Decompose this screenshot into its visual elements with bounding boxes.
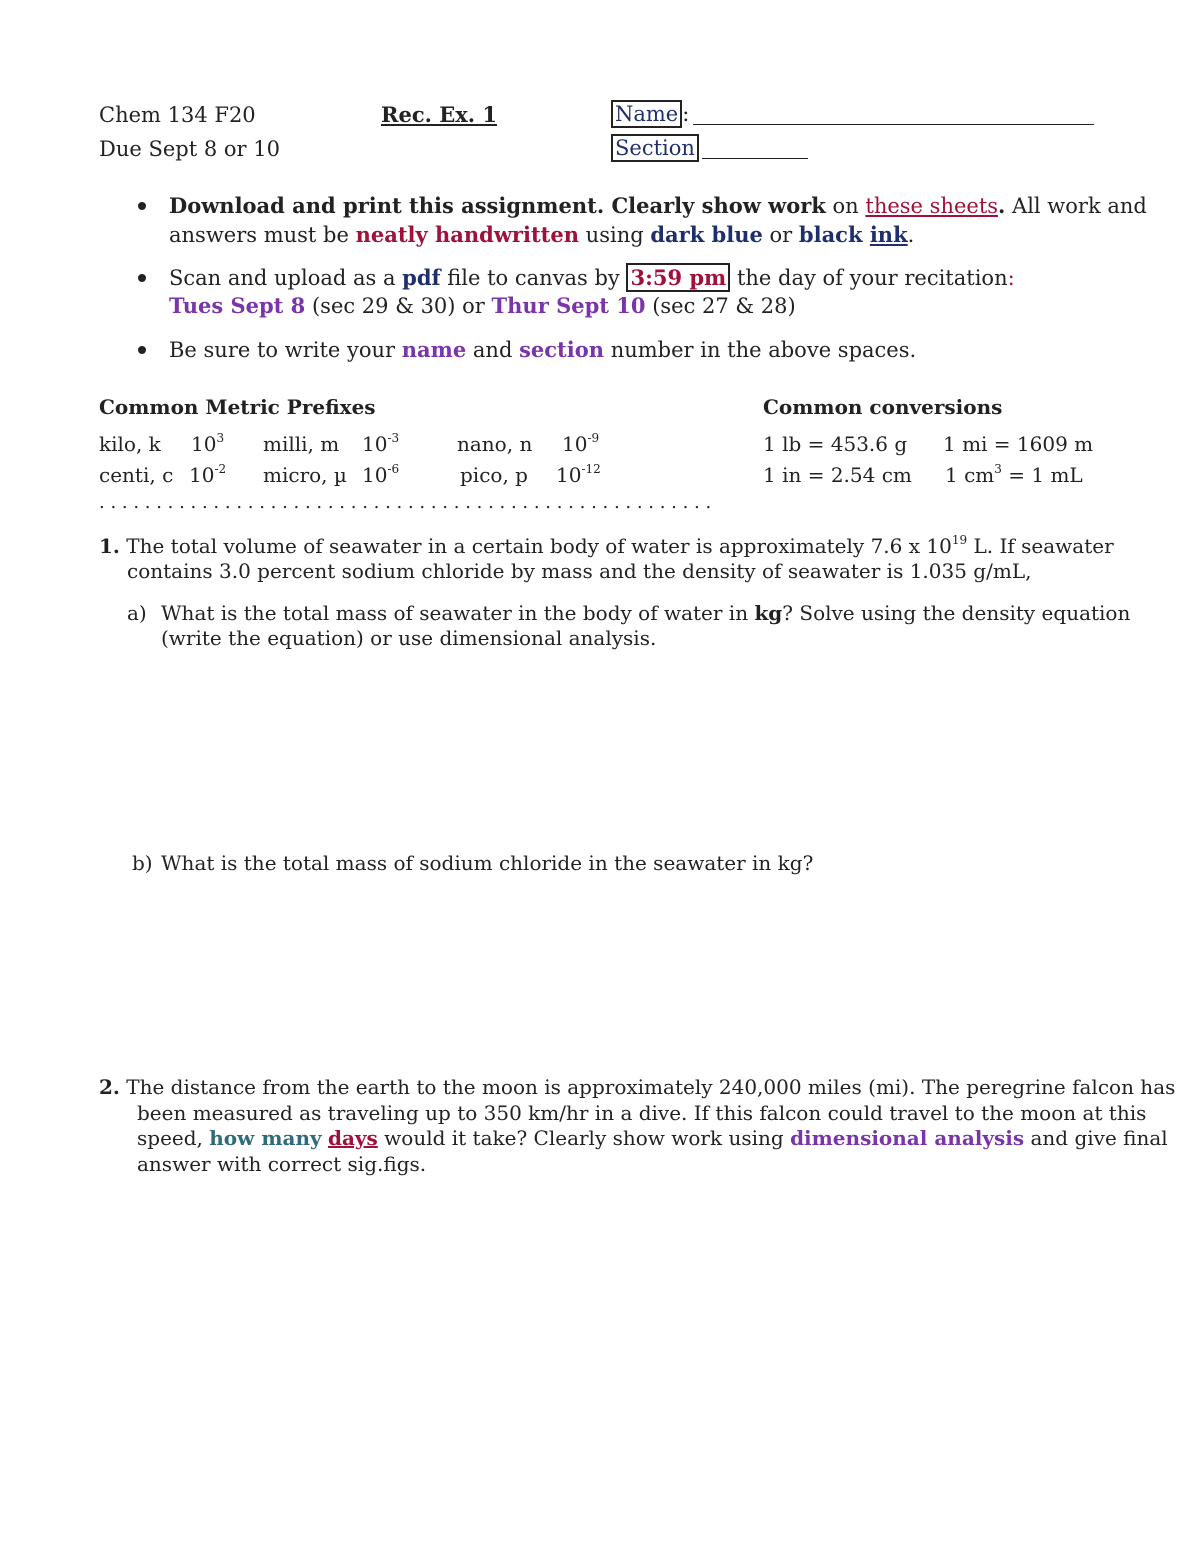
question-2-line-1: 2. The distance from the earth to the moon is approximately 240,000 miles (mi). The peregrine falcon has [99,1075,1176,1099]
name-label: Name [611,100,682,128]
name-colon: : [682,102,690,126]
conversions-heading: Common conversions [763,395,1003,419]
conversion-lb-g: 1 lb = 453.6 g [763,432,908,456]
name-field[interactable] [693,124,1094,125]
instruction-1-line-2: answers must be neatly handwritten using dark blue or black ink. [169,222,915,247]
question-1-line-1: 1. The total volume of seawater in a certain body of water is approximately 7.6 x $10^{19}$ L. If seawater [99,533,1114,558]
question-1a-label: a) [127,601,147,625]
instruction-3: Be sure to write your name and section number in the above spaces. [169,337,917,362]
question-1-line-2: contains 3.0 percent sodium chloride by mass and the density of seawater is 1.035 g/mL, [127,559,1032,583]
prefix-name: milli, m [263,432,340,456]
instruction-2-line-2: Tues Sept 8 (sec 29 & 30) or Thur Sept 10 (sec 27 & 28) [169,293,796,318]
answer-area-1b[interactable] [99,885,1099,1065]
question-1a-line-2: (write the equation) or use dimensional analysis. [161,626,657,650]
prefix-name: kilo, k [99,432,161,456]
prefix-value: $10^{-3}$ [362,431,400,456]
instruction-2-line-1: Scan and upload as a pdf file to canvas by 3:59 pm the day of your recitation: [169,265,1015,290]
question-1b-label: b) [132,851,153,875]
section-label: Section [611,134,699,162]
question-2-line-2: been measured as traveling up to 350 km/hr in a dive. If this falcon could travel to the moon at this [137,1101,1147,1125]
question-1a-line-1: What is the total mass of seawater in the body of water in kg? Solve using the density equation [161,601,1131,625]
section-label-group [611,135,699,161]
question-1-number: 1. [99,534,120,558]
prefix-value: $10^{-12}$ [556,462,601,487]
answer-area-1a[interactable] [99,660,1099,840]
course-title: Chem 134 F20 [99,103,256,127]
bullet-icon [138,346,146,354]
deadline-time: 3:59 pm [626,263,730,292]
instruction-1-line-1: Download and print this assignment. Clearly show work on these sheets. All work and [169,193,1147,218]
dotted-divider: . . . . . . . . . . . . . . . . . . . . . . . . . . . . . . . . . . . . . . . . . . . . . . . . . . . . . . [99,492,712,513]
question-1b-text: What is the total mass of sodium chloride in the seawater in kg? [161,851,814,875]
prefix-name: micro, µ [263,463,347,487]
conversion-in-cm: 1 in = 2.54 cm [763,463,912,487]
exercise-title: Rec. Ex. 1 [381,102,497,127]
prefix-value: $10^{-2}$ [189,462,227,487]
prefix-name: centi, c [99,463,174,487]
name-label-group [611,101,689,127]
prefix-name: nano, n [457,432,533,456]
prefix-value: $10^{-9}$ [562,431,600,456]
question-2-line-3: speed, how many days would it take? Clearly show work using dimensional analysis and give final [137,1126,1168,1150]
question-2-number: 2. [99,1075,120,1099]
bullet-icon [138,274,146,282]
due-date: Due Sept 8 or 10 [99,137,280,161]
prefix-value: $10^{-6}$ [362,462,400,487]
prefix-value: $10^3$ [191,431,225,456]
bullet-icon [138,202,146,210]
prefixes-heading: Common Metric Prefixes [99,395,376,419]
question-2-line-4: answer with correct sig.figs. [137,1152,427,1176]
conversion-mi-m: 1 mi = 1609 m [943,432,1094,456]
conversion-cm3-ml: 1 $cm^3 = 1$ mL [945,462,1083,487]
prefix-name: pico, p [460,463,528,487]
answer-area-2[interactable] [99,1190,1099,1520]
section-field[interactable] [702,158,808,159]
